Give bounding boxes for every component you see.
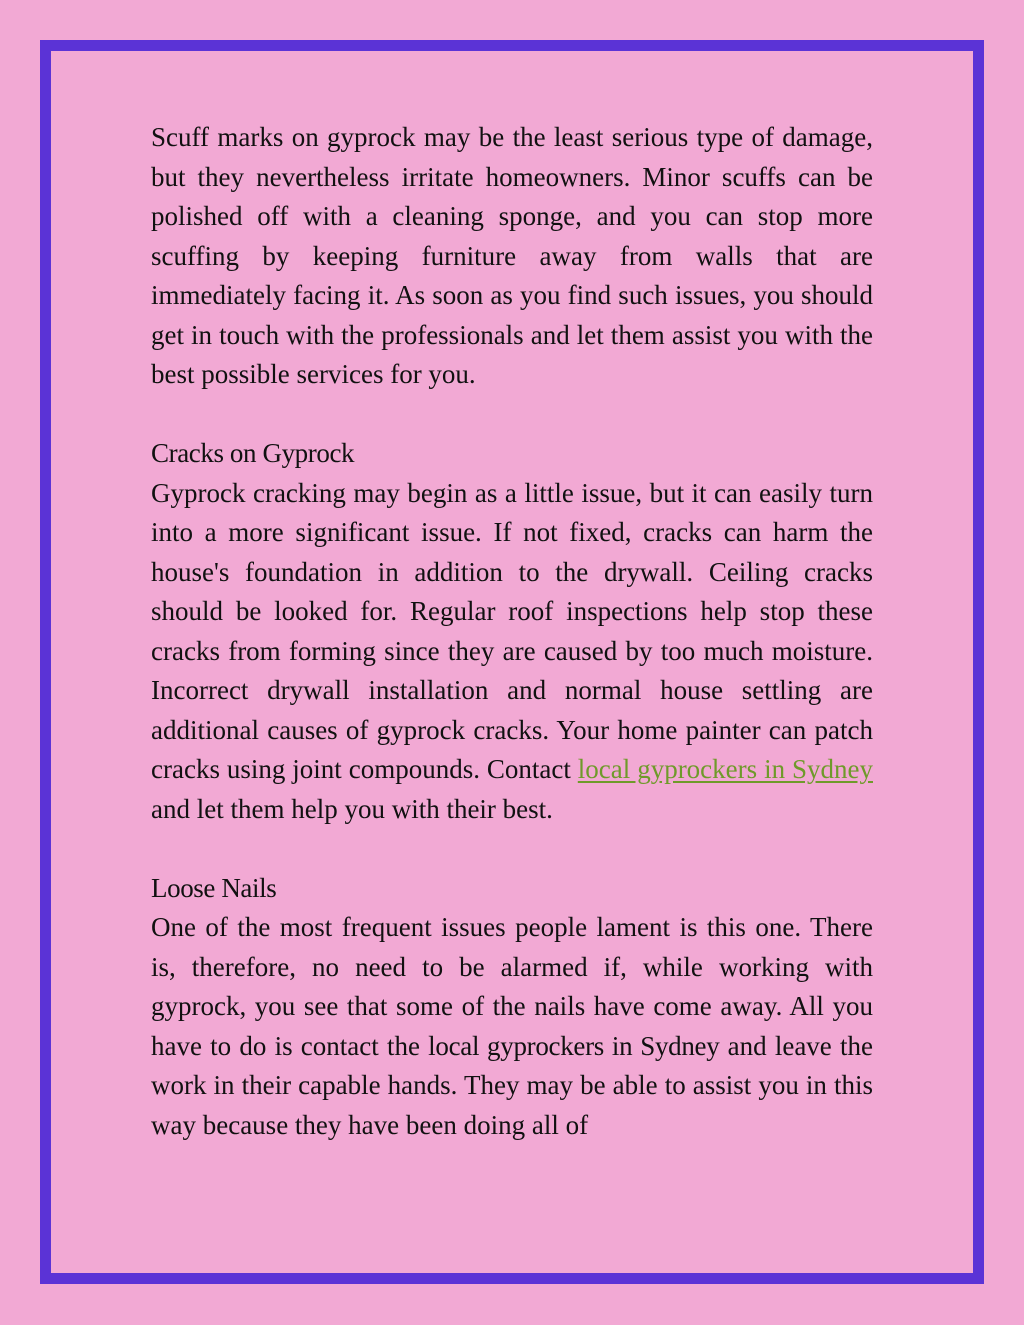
cracks-text-after-link: and let them help you with their best. <box>151 793 553 824</box>
loose-nails-paragraph <box>151 908 873 1145</box>
cracks-paragraph <box>151 474 873 830</box>
nails-text-before-ref: One of the most frequent issues people lament is this one. There is, therefore, no need to be alarmed if, while working with gyprock, you see that some of the nails have come away. All you have to do is contact the <box>151 912 873 1061</box>
gyprockers-reference: local gyprockers in Sydney <box>428 1030 720 1061</box>
gyprockers-link[interactable]: local gyprockers in Sydney <box>577 754 873 784</box>
section-heading-loose-nails: Loose Nails <box>151 872 277 903</box>
document-body <box>151 118 873 1145</box>
nails-text-after-ref: and leave the work in their capable hands. They may be able to assist you in this way because they have been doing all of <box>151 1030 873 1140</box>
section-heading-cracks: Cracks on Gyprock <box>151 438 355 468</box>
cracks-text-before-link: Gyprock cracking may begin as a little issue, but it can easily turn into a more significant issue. If not fixed, cracks can harm the house's foundation in addition to the drywall. Ceiling cracks should be looked for. Regular roof inspections help stop these cracks from forming since they are caused by too much moisture. Incorrect drywall installation and normal house settling are additional causes of gyprock cracks. Your home painter can patch cracks using joint compounds. Contact <box>151 477 873 784</box>
intro-paragraph: Scuff marks on gyprock may be the least serious type of damage, but they nevertheless irritate homeowners. Minor scuffs can be polished off with a cleaning sponge, and you can stop more scuffing by keeping furniture away from walls that are immediately facing it. As soon as you find such issues, you should get in touch with the professionals and let them assist you with the best possible services for you. <box>151 122 873 389</box>
